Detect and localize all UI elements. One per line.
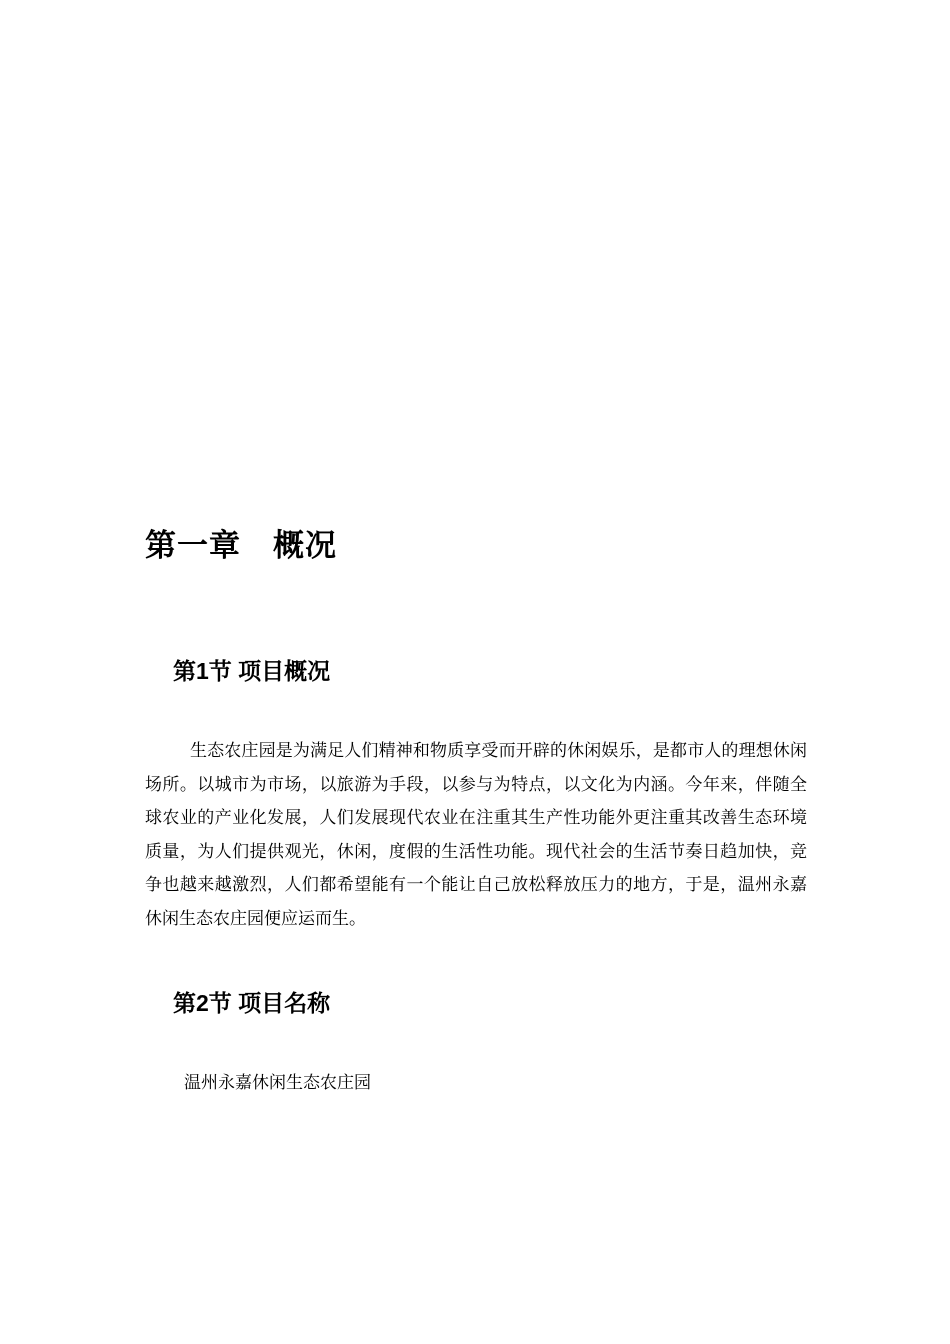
chapter-title: 第一章 概况 <box>145 528 337 564</box>
project-name-text: 温州永嘉休闲生态农庄园 <box>184 1073 371 1093</box>
section-heading-project-overview: 第1节 项目概况 <box>173 658 331 684</box>
project-overview-paragraph: 生态农庄园是为满足人们精神和物质享受而开辟的休闲娱乐，是都市人的理想休闲场所。以城市为市场，以旅游为手段，以参与为特点，以文化为内涵。今年来，伴随全球农业的产业化发展，人们发展现代农业在注重其生产性功能外更注重其改善生态环境质量，为人们提供观光，休闲，度假的生活性功能。现代社会的生活节奏日趋加快，竞争也越来越激烈，人们都希望能有一个能让自己放松释放压力的地方，于是，温州永嘉休闲生态农庄园便应运而生。 <box>145 741 807 929</box>
section-heading-project-name: 第2节 项目名称 <box>173 990 331 1016</box>
